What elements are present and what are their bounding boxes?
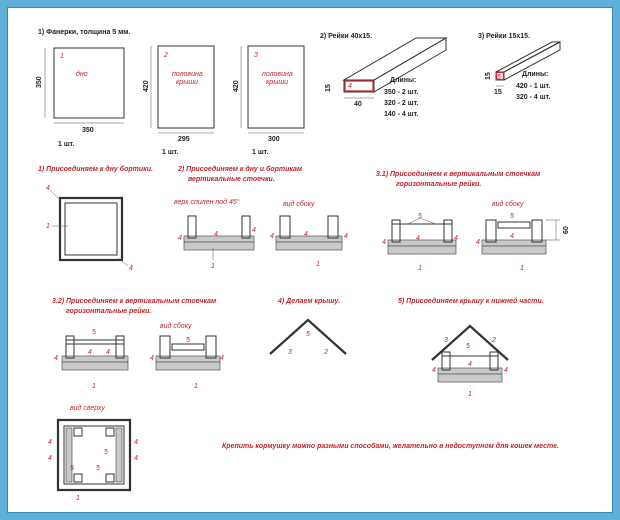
slat40-number: 4 [348,83,352,90]
panel-3-label-1: половина [262,71,293,78]
step-32-title-1: 3.2) Присоединяем к вертикальным стоечкам [52,298,217,305]
top-label-4b: 4 [48,455,52,462]
step2-side-label-4c: 4 [344,233,348,240]
panel-1-label: дно [76,71,88,78]
step-5-title: 5) Присоединяем крышу к нижней части. [398,298,544,305]
step-2-title-1: 2) Присоединяем к дну и бортикам [178,166,303,173]
top-label-5a: 5 [104,449,108,456]
step31-label-4b: 4 [416,235,420,242]
mounting-note: Крепить кормушку можно разными способами, желательно в недоступном для кошек месте. [222,443,559,450]
slat40-title: 2) Рейки 40х15. [320,33,373,40]
panel-3-width: 300 [268,136,280,143]
step31-side-label-4a: 4 [476,239,480,246]
step31-side-label-1: 1 [520,265,524,272]
step5-label-5: 5 [466,343,470,350]
panel-1-width: 350 [82,127,94,134]
step-31-drawing [382,213,570,272]
step32-side-label-5: 5 [186,337,190,344]
slat15-width: 15 [494,89,502,96]
slat-40x15 [325,38,446,118]
step32-side-label-1: 1 [194,383,198,390]
step2-label-4a: 4 [178,235,182,242]
slat40-width: 40 [354,101,362,108]
step5-label-4a: 4 [432,367,436,374]
slat40-height: 15 [325,84,332,92]
slat40-length-1: 350 - 2 шт. [384,89,419,96]
top-label-5c: 5 [70,465,74,472]
slat40-lengths-title: Длины: [390,77,417,84]
step5-label-4b: 4 [468,361,472,368]
step4-label-5: 5 [306,331,310,338]
step32-label-1: 1 [92,383,96,390]
top-label-4d: 4 [134,455,138,462]
step-1-drawing [46,185,133,272]
plywood-panel-1 [36,48,124,148]
top-label-4a: 4 [48,439,52,446]
slat15-lengths-title: Длины: [522,71,549,78]
step-5-drawing [432,326,508,398]
step-2-note: верх спилен под 45° [174,199,240,206]
plywood-panel-2 [143,46,214,156]
panel-1-qty: 1 шт. [58,141,75,148]
step32-label-4a: 4 [54,355,58,362]
step31-label-5: 5 [418,213,422,220]
step5-label-1: 1 [468,391,472,398]
step-2-side-view: вид сбоку [283,201,315,208]
step-2-drawing [178,216,348,270]
step32-side-label-4a: 4 [150,355,154,362]
slat15-length-2: 320 - 4 шт. [516,94,551,101]
top-view-drawing [48,420,138,502]
slat-15x15 [485,42,560,101]
step1-label-4b: 4 [129,265,133,272]
step5-label-2: 2 [492,337,496,344]
step-32-side-view: вид сбоку [160,323,192,330]
step31-label-4a: 4 [382,239,386,246]
panel-2-label-1: половина [172,71,203,78]
step31-dim-60: 60 [563,226,570,234]
step-2-title-2: вертикальные стоечки. [188,176,275,183]
step2-side-label-1: 1 [316,261,320,268]
step-31-title-2: горизонтальные рейки. [396,181,482,188]
plywood-title: 1) Фанерки, толщина 5 мм. [38,29,131,36]
top-label-4c: 4 [134,439,138,446]
slat40-length-3: 140 - 4 шт. [384,111,419,118]
step32-side-label-4b: 4 [220,355,224,362]
step1-label-4a: 4 [46,185,50,192]
slat15-length-1: 420 - 1 шт. [516,83,551,90]
slat15-height: 15 [485,72,492,80]
step5-label-3: 3 [444,337,448,344]
panel-2-width: 295 [178,136,190,143]
step32-label-4b: 4 [88,349,92,356]
step31-side-label-5: 5 [510,213,514,220]
top-view-title: вид сверху [70,405,105,412]
step4-label-3: 3 [288,349,292,356]
step-31-side-view: вид сбоку [492,201,524,208]
panel-2-number: 2 [164,52,168,59]
step31-side-label-4b: 4 [510,233,514,240]
step32-label-5: 5 [92,329,96,336]
step32-label-4c: 4 [106,349,110,356]
assembly-diagram [8,8,613,513]
panel-3-qty: 1 шт. [252,149,269,156]
panel-2-label-2: крыши [176,79,199,86]
drawing-sheet [7,7,613,513]
step1-label-1: 1 [46,223,50,230]
panel-2-qty: 1 шт. [162,149,179,156]
slat15-number: 5 [497,74,501,81]
step5-label-4c: 4 [504,367,508,374]
top-label-1: 1 [76,495,80,502]
step-32-title-2: горизонтальные рейки. [66,308,152,315]
step-1-title: 1) Присоединяем к дну бортики. [38,166,153,173]
step2-side-label-4a: 4 [270,233,274,240]
panel-1-height: 350 [36,76,43,88]
step2-side-label-4b: 4 [304,231,308,238]
panel-3-height: 420 [233,80,240,92]
panel-1-number: 1 [60,53,64,60]
slat15-title: 3) Рейки 15х15. [478,33,531,40]
step31-label-1: 1 [418,265,422,272]
step31-label-4c: 4 [454,235,458,242]
step-32-drawing [54,329,224,390]
step2-label-4c: 4 [252,227,256,234]
panel-3-number: 3 [254,52,258,59]
top-label-5b: 5 [96,465,100,472]
plywood-panel-3 [233,46,304,156]
step-31-title-1: 3.1) Присоединяем к вертикальным стоечкам [376,171,541,178]
step4-label-2: 2 [324,349,328,356]
step2-label-1: 1 [211,263,215,270]
step2-label-4b: 4 [214,231,218,238]
panel-3-label-2: крыши [266,79,289,86]
panel-2-height: 420 [143,80,150,92]
slat40-length-2: 320 - 2 шт. [384,100,419,107]
step-4-title: 4) Делаем крышу. [278,298,341,305]
step-4-drawing [270,320,346,356]
